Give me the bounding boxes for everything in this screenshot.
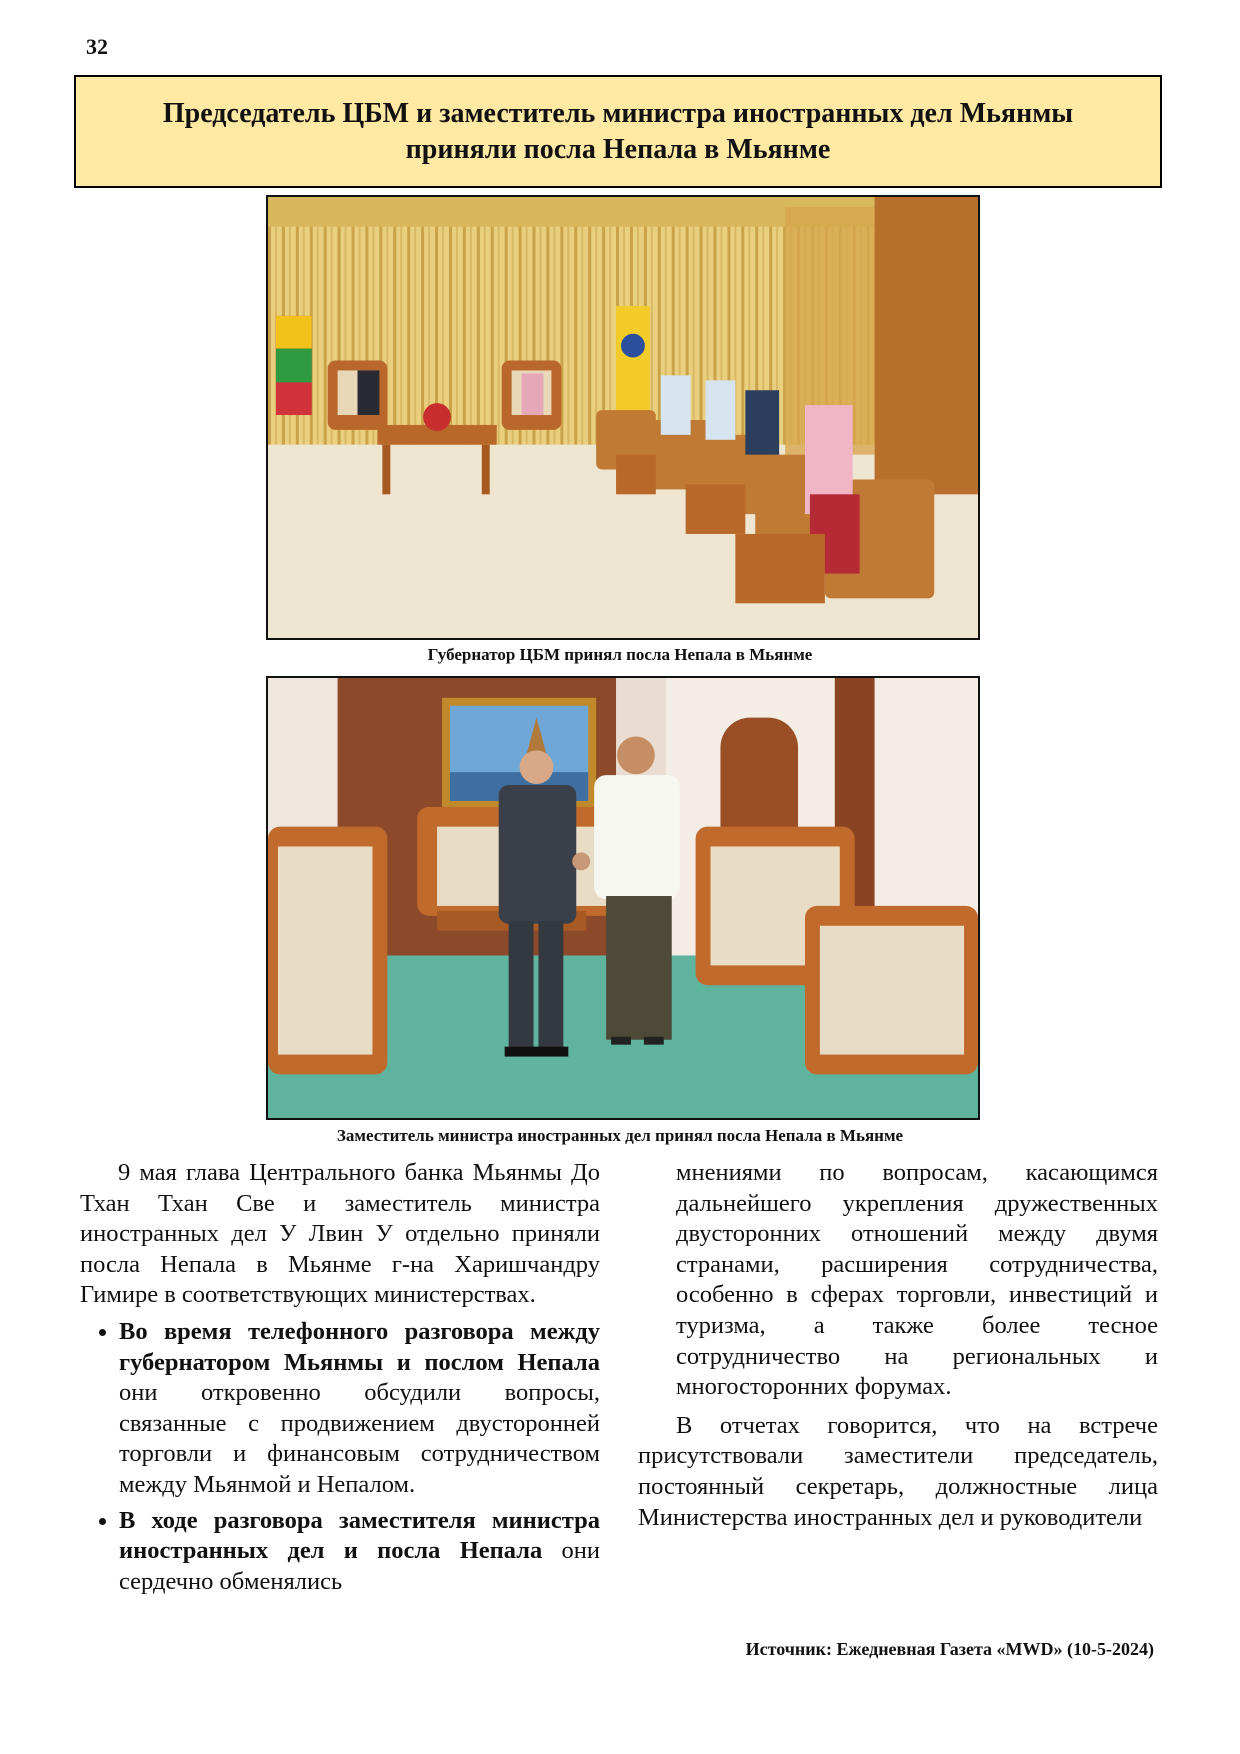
text-column-left bbox=[80, 1158, 600, 1602]
bullet-2-text: они сердечно обменялись bbox=[119, 1537, 600, 1595]
article-title bbox=[74, 75, 1162, 188]
intro-paragraph: 9 мая глава Центрального банка Мьянмы До Тхан Тхан Све и заместитель министра иностранных дел У Лвин У отдельно приняли посла Непала в Мьянме г-на Харишчандру Гимире в соответствующих министерствах. bbox=[80, 1159, 600, 1309]
photo-governor-meeting bbox=[266, 195, 980, 640]
photo-handshake bbox=[266, 676, 980, 1120]
bullet-1-text: они откровенно обсудили вопросы, связанные с продвижением двусторонней торговли и финансовым сотрудничеством между Мьянмой и Непалом. bbox=[119, 1379, 600, 1498]
source-credit: Источник: Ежедневная Газета «MWD» (10-5-2024) bbox=[745, 1639, 1154, 1659]
bullet-item-1 bbox=[119, 1317, 600, 1501]
bullet-2-continuation: мнениями по вопросам, касающимся дальнейшего укрепления дружественных двусторонних отношений между двумя странами, расширения сотрудничества, особенно в сферах торговли, инвестиций и туризма, а также более тесное сотрудничество на региональных и многосторонних форумах. bbox=[676, 1159, 1158, 1401]
photo-caption-1: Губернатор ЦБМ принял посла Непала в Мьянме bbox=[427, 645, 813, 664]
title-line-2: приняли посла Непала в Мьянме bbox=[405, 133, 831, 165]
bullet-list bbox=[80, 1317, 600, 1597]
title-line-1: Председатель ЦБМ и заместитель министра иностранных дел Мьянмы bbox=[162, 97, 1074, 129]
page-number: 32 bbox=[86, 34, 108, 59]
closing-paragraph: В отчетах говорится, что на встрече присутствовали заместители председатель, постоянный секретарь, должностные лица Министерства иностранных дел и руководители bbox=[638, 1411, 1158, 1531]
photo-caption-2: Заместитель министра иностранных дел принял посла Непала в Мьянме bbox=[336, 1126, 904, 1145]
text-column-right bbox=[638, 1158, 1158, 1533]
bullet-2-bold: В ходе разговора заместителя министра иностранных дел и посла Непала bbox=[119, 1506, 600, 1565]
bullet-item-2 bbox=[119, 1506, 600, 1598]
bullet-1-bold: Во время телефонного разговора между губернатором Мьянмы и послом Непала bbox=[119, 1317, 600, 1376]
